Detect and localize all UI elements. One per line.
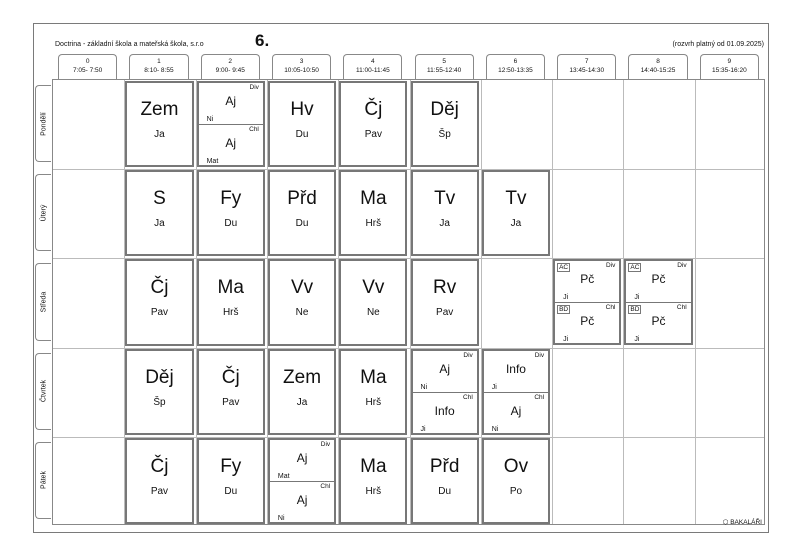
group-label: Div <box>534 351 545 359</box>
split-lesson-cell <box>624 259 692 345</box>
grid-col-line <box>695 80 696 524</box>
room-badge: AC <box>559 264 569 272</box>
period-number: 5 <box>442 58 446 65</box>
subject: Tv <box>434 188 456 210</box>
day-name: Úterý <box>40 204 47 222</box>
teacher: Ne <box>366 307 380 319</box>
lesson-cell <box>268 259 336 345</box>
class-name: 6. <box>255 31 270 50</box>
teacher: Ji <box>563 294 569 302</box>
subject: Aj <box>510 403 522 418</box>
lesson-half <box>555 302 619 344</box>
teacher: Hrš <box>365 218 382 230</box>
period-header <box>129 54 188 79</box>
period-number: 1 <box>157 58 161 65</box>
group-label: Chl <box>463 393 473 401</box>
subject: Pč <box>580 314 595 329</box>
lesson-half <box>199 124 263 166</box>
period-header <box>415 54 474 79</box>
period-header <box>557 54 616 79</box>
lesson-cell <box>339 259 407 345</box>
subject: Rv <box>433 277 457 299</box>
teacher: Pav <box>364 129 382 140</box>
subject: Děj <box>430 99 459 120</box>
teacher: Mat <box>277 472 290 480</box>
period-header <box>486 54 545 79</box>
subject: Ma <box>217 277 244 299</box>
lesson-cell <box>197 438 265 524</box>
teacher: Ji <box>491 383 497 391</box>
lesson-cell <box>125 170 193 256</box>
lesson-cell <box>482 438 550 524</box>
period-time: 9:00- 9:45 <box>215 67 245 74</box>
period-header <box>201 54 260 79</box>
lesson-cell <box>411 438 479 524</box>
valid-from: (rozvrh platný od 01.09.2025) <box>672 41 764 48</box>
teacher: Ni <box>206 116 214 124</box>
split-lesson-cell <box>268 438 336 524</box>
day-name: Středa <box>40 291 47 313</box>
lesson-half <box>484 392 548 434</box>
split-lesson-cell <box>553 259 621 345</box>
group-label: Chl <box>605 304 616 312</box>
teacher: Du <box>224 218 238 230</box>
group-label: Chl <box>320 482 331 490</box>
subject: Vv <box>362 277 385 299</box>
period-header <box>272 54 331 79</box>
subject: Přd <box>287 188 317 210</box>
subject: Aj <box>296 450 308 465</box>
day-name: Čtvrtek <box>40 380 47 403</box>
teacher: Du <box>438 485 452 497</box>
teacher: Hrš <box>365 396 382 408</box>
teacher: Šp <box>153 396 166 408</box>
lesson-cell <box>125 438 193 524</box>
lesson-half <box>626 261 690 302</box>
teacher: Mat <box>206 158 219 166</box>
bakalari-logo: ⬡ BAKALÁŘI <box>722 519 762 526</box>
period-header <box>700 54 759 79</box>
subject: Pč <box>651 314 666 329</box>
group-label: Chl <box>249 126 259 134</box>
lesson-cell <box>268 81 336 167</box>
period-time: 15:35-16:20 <box>711 67 747 74</box>
period-time: 14:40-15:25 <box>640 67 676 74</box>
teacher: Pav <box>150 307 169 319</box>
teacher: Du <box>224 485 238 497</box>
day-label <box>35 442 51 519</box>
period-number: 8 <box>656 58 660 65</box>
period-number: 0 <box>85 58 90 65</box>
group-label: Div <box>249 84 259 91</box>
lesson-half <box>626 302 690 344</box>
period-number: 7 <box>584 58 589 65</box>
split-lesson-cell <box>197 81 265 167</box>
day-label <box>35 353 51 430</box>
lesson-half <box>413 392 477 434</box>
lesson-cell <box>268 170 336 256</box>
subject: Hv <box>290 99 314 120</box>
teacher: Ni <box>420 383 428 391</box>
teacher: Ne <box>295 307 309 319</box>
subject: Zem <box>283 366 322 388</box>
subject: Čj <box>221 366 240 388</box>
teacher: Ja <box>154 218 165 230</box>
school-name: Doctrina - základní škola a mateřská škola, s.r.o <box>55 41 204 48</box>
lesson-half <box>484 351 548 392</box>
room-badge: BD <box>630 306 640 314</box>
lesson-cell <box>339 349 407 435</box>
subject: Ov <box>503 455 529 477</box>
period-number: 6 <box>513 58 518 65</box>
lesson-half <box>413 351 477 392</box>
period-time: 11:00-11:45 <box>355 67 390 74</box>
subject: Přd <box>429 455 460 477</box>
period-time: 10:05-10:50 <box>284 67 319 74</box>
teacher: Pav <box>436 307 454 319</box>
teacher: Ni <box>277 514 285 522</box>
subject: Čj <box>150 277 169 299</box>
period-number: 9 <box>727 58 732 65</box>
period-number: 3 <box>299 58 304 65</box>
lesson-cell <box>125 259 193 345</box>
period-time: 13:45-14:30 <box>569 67 605 74</box>
period-time: 12:50-13:35 <box>498 67 533 74</box>
subject: Čj <box>150 455 169 477</box>
day-name: Pondělí <box>40 111 47 136</box>
teacher: Pav <box>222 396 240 408</box>
period-time: 7:05- 7:50 <box>73 67 103 74</box>
subject: Info <box>505 361 526 376</box>
day-label <box>35 263 51 340</box>
lesson-half <box>199 83 263 124</box>
day-label <box>35 85 51 162</box>
day-label <box>35 174 51 251</box>
teacher: Ji <box>420 425 426 433</box>
subject: Děj <box>145 366 174 388</box>
period-header <box>343 54 402 79</box>
group-label: Div <box>606 262 616 270</box>
teacher: Ji <box>634 294 640 302</box>
room-badge: AC <box>630 264 640 272</box>
period-number: 2 <box>228 58 233 65</box>
lesson-cell <box>411 170 479 256</box>
lesson-half <box>270 440 334 481</box>
subject: Fy <box>220 188 242 210</box>
split-lesson-cell <box>411 349 479 435</box>
teacher: Šp <box>438 129 451 140</box>
subject: Pč <box>580 272 595 287</box>
subject: Ma <box>360 455 387 477</box>
subject: Aj <box>225 94 237 108</box>
room-badge: BD <box>559 306 569 314</box>
subject: Fy <box>220 455 242 477</box>
subject: Zem <box>140 99 179 120</box>
lesson-cell <box>197 349 265 435</box>
teacher: Po <box>509 485 523 497</box>
split-lesson-cell <box>482 349 550 435</box>
lesson-half <box>270 481 334 523</box>
lesson-cell <box>339 438 407 524</box>
teacher: Ji <box>563 336 569 344</box>
teacher: Ja <box>296 396 308 408</box>
teacher: Ja <box>439 218 450 230</box>
period-header <box>628 54 687 79</box>
group-label: Chl <box>676 304 687 312</box>
teacher: Ja <box>510 218 522 230</box>
subject: Info <box>434 403 455 418</box>
lesson-cell <box>411 259 479 345</box>
lesson-cell <box>197 170 265 256</box>
lesson-cell <box>339 81 407 167</box>
teacher: Du <box>295 129 309 140</box>
period-number: 4 <box>371 58 375 65</box>
period-time: 11:55-12:40 <box>427 67 462 74</box>
subject: Aj <box>439 361 450 376</box>
lesson-cell <box>197 259 265 345</box>
lesson-cell <box>411 81 479 167</box>
lesson-cell <box>125 81 193 167</box>
teacher: Pav <box>150 485 169 497</box>
lesson-cell <box>268 349 336 435</box>
group-label: Div <box>677 262 687 270</box>
period-header <box>58 54 117 79</box>
subject: Tv <box>505 188 527 210</box>
lesson-half <box>555 261 619 302</box>
group-label: Div <box>463 351 473 359</box>
subject: Aj <box>225 136 237 151</box>
subject: Ma <box>360 366 387 388</box>
teacher: Hrš <box>365 485 382 497</box>
day-name: Pátek <box>40 471 47 490</box>
period-time: 8:10- 8:55 <box>144 67 174 74</box>
group-label: Div <box>320 440 331 448</box>
subject: Aj <box>296 492 308 507</box>
lesson-cell <box>125 349 193 435</box>
subject: Čj <box>364 99 383 120</box>
teacher: Ni <box>491 425 499 433</box>
subject: Pč <box>651 272 666 287</box>
teacher: Ja <box>154 129 165 140</box>
teacher: Hrš <box>222 307 239 319</box>
group-label: Chl <box>534 393 545 401</box>
teacher: Ji <box>634 336 640 344</box>
subject: Vv <box>290 277 314 299</box>
lesson-cell <box>482 170 550 256</box>
subject: S <box>153 188 166 210</box>
lesson-cell <box>339 170 407 256</box>
subject: Ma <box>360 188 387 210</box>
teacher: Du <box>295 218 309 230</box>
